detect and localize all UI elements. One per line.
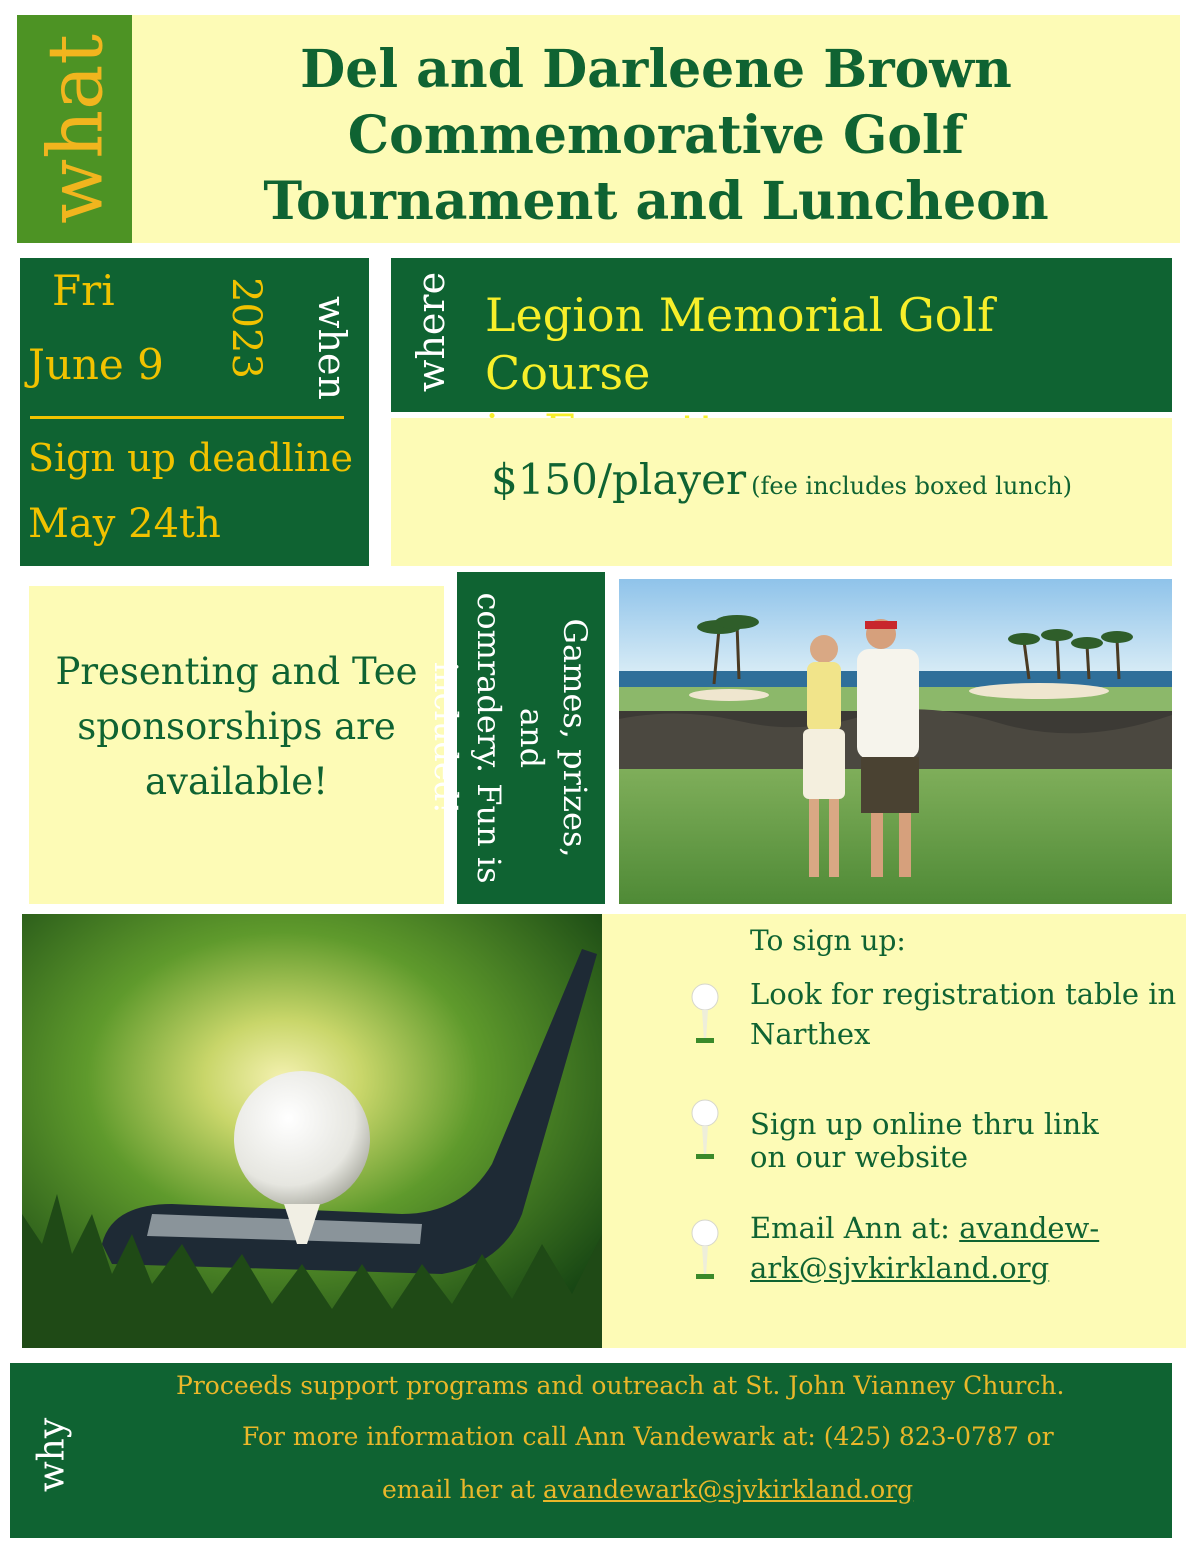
contact-phone-text: For more information call Ann Vandewark at: (425) 823-0787 or <box>242 1422 1054 1451</box>
signup-option-narthex <box>750 976 1176 1052</box>
event-title-line: Commemorative Golf <box>347 105 965 166</box>
signup-option-email <box>750 1208 1099 1288</box>
games-line: comradery. Fun is <box>470 592 508 884</box>
when-box <box>20 258 369 566</box>
golf-tee-bullet-icon <box>690 1098 720 1168</box>
signup-title: To sign up: <box>750 924 906 957</box>
event-title-line: Tournament and Luncheon <box>263 171 1049 232</box>
golf-ball-photo <box>22 914 602 1348</box>
event-day: Fri <box>52 266 115 315</box>
contact-email-link[interactable]: avandewark@sjvkirkland.org <box>543 1475 914 1504</box>
signup-box <box>602 914 1186 1348</box>
games-text <box>427 588 596 888</box>
deadline-date: May 24th <box>28 501 221 547</box>
contact-email-prefix: email her at <box>382 1475 544 1504</box>
event-year <box>216 277 276 379</box>
email-link[interactable]: ark@sjvkirkland.org <box>750 1251 1050 1285</box>
golf-tee-bullet-icon <box>690 1218 720 1288</box>
games-line: Games, prizes, and <box>513 618 594 858</box>
signup-option-line: Look for registration table in <box>750 977 1177 1011</box>
deadline-label: Sign up deadline <box>28 436 354 480</box>
games-line: included! <box>427 661 465 815</box>
signup-option-line: on our website <box>750 1140 969 1174</box>
games-box <box>427 572 605 904</box>
why-label-text: why <box>31 1417 73 1493</box>
what-tab <box>17 15 132 243</box>
event-year-text: 2023 <box>223 277 269 379</box>
signup-option-line: Narthex <box>750 1017 871 1051</box>
email-link[interactable]: avandew- <box>959 1211 1100 1245</box>
when-label-text: when <box>310 296 354 400</box>
why-box <box>10 1363 1172 1538</box>
sponsorship-line: Presenting and Tee <box>55 650 418 693</box>
golf-tee-bullet-icon <box>690 982 720 1052</box>
event-date: June 9 <box>28 340 164 389</box>
where-box <box>391 258 1172 412</box>
price-note: (fee includes boxed lunch) <box>751 472 1073 500</box>
sponsorship-box <box>29 586 444 904</box>
signup-option-line: Sign up online thru link <box>750 1107 1099 1141</box>
event-title-line: Del and Darleene Brown <box>300 39 1012 100</box>
divider <box>30 416 344 419</box>
signup-email-prefix: Email Ann at: <box>750 1211 960 1245</box>
couple-golf-photo <box>619 579 1172 904</box>
signup-option-online <box>750 1108 1099 1174</box>
price-amount: $150/player <box>490 455 747 504</box>
why-label <box>22 1417 82 1493</box>
where-label-text: where <box>409 271 453 393</box>
sponsorship-line: sponsorships are <box>77 705 396 748</box>
when-label <box>307 296 357 400</box>
event-title-box <box>132 15 1180 243</box>
contact-email-text <box>382 1475 913 1504</box>
venue-line: Legion Memorial Golf Course <box>485 288 995 400</box>
where-label <box>401 271 461 393</box>
sponsorship-line: available! <box>144 760 329 803</box>
proceeds-text: Proceeds support programs and outreach at St. John Vianney Church. <box>176 1371 1065 1400</box>
price-box <box>391 418 1172 566</box>
what-label: what <box>30 34 119 224</box>
